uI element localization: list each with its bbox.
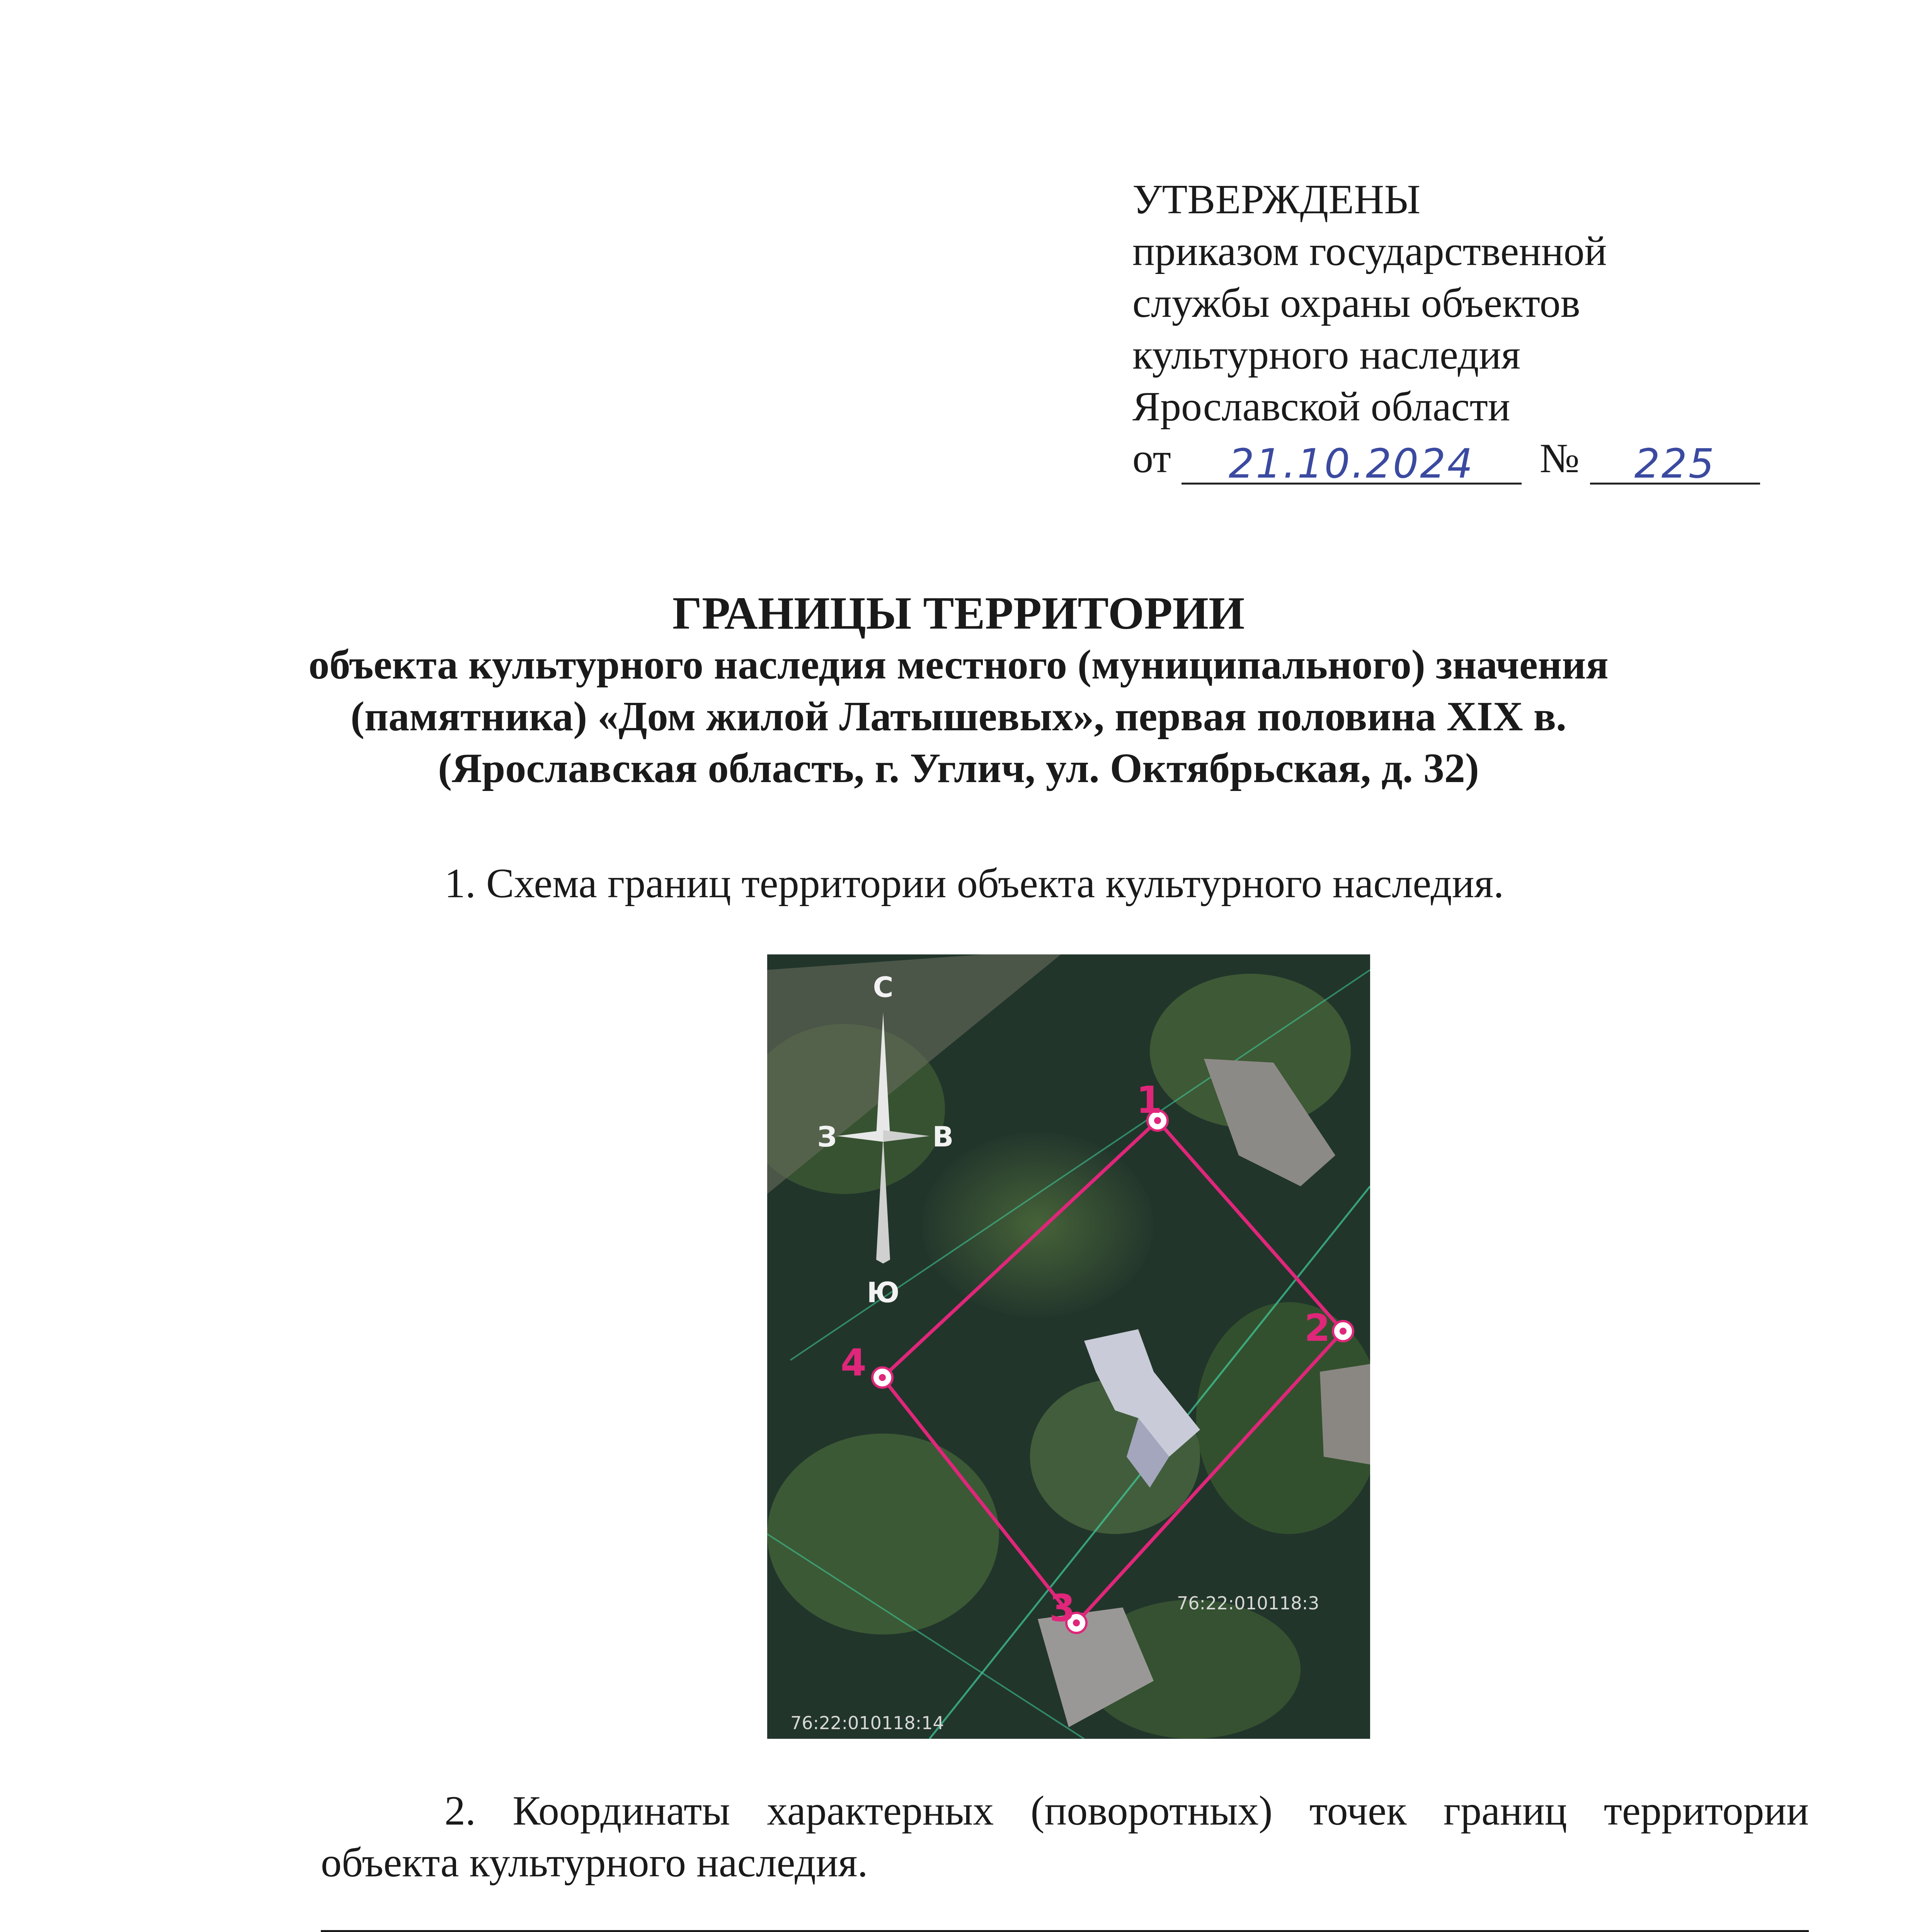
date-value: 21.10.2024: [1229, 440, 1474, 487]
approval-block: [1132, 174, 1770, 485]
date-prefix: от: [1132, 435, 1171, 481]
title-line-1: объекта культурного наследия местного (муниципального) значения: [308, 642, 1609, 688]
scheme-svg: [767, 954, 1370, 1739]
section-2-heading: [321, 1785, 1809, 1889]
compass-south-label: Ю: [867, 1276, 900, 1309]
neighbor-roof: [1320, 1364, 1370, 1464]
title-line-2: (памятника) «Дом жилой Латышевых», первая половина XIX в.: [350, 694, 1567, 740]
section-1-heading: 1. Схема границ территории объекта культурного наследия.: [444, 861, 1504, 906]
approval-heading: УТВЕРЖДЕНЫ: [1132, 177, 1421, 223]
number-field: [1590, 438, 1760, 485]
number-prefix: №: [1539, 435, 1580, 481]
compass-east-label: В: [932, 1121, 954, 1153]
compass-north-label: С: [873, 971, 894, 1003]
parcel-label-3: 76:22:010118:3: [1177, 1593, 1319, 1614]
approval-line-4: Ярославской области: [1132, 384, 1510, 430]
parcel-label-14: 76:22:010118:14: [790, 1713, 944, 1733]
document-title: [271, 587, 1646, 794]
title-line-3: (Ярославская область, г. Углич, ул. Октябрьская, д. 32): [438, 745, 1479, 791]
point-label-3: 3: [1049, 1587, 1075, 1630]
tree-canopy: [767, 1434, 999, 1634]
section-2-line-2: объекта культурного наследия.: [321, 1840, 868, 1886]
title-main: ГРАНИЦЫ ТЕРРИТОРИИ: [672, 587, 1245, 639]
approval-line-1: приказом государственной: [1132, 228, 1607, 274]
boundary-scheme-map: [767, 954, 1370, 1739]
coordinates-table: [321, 1930, 1809, 1932]
compass-west-label: З: [817, 1121, 837, 1153]
section-2-line-1: 2. Координаты характерных (поворотных) точек границ территории: [444, 1788, 1809, 1834]
approval-line-3: культурного наследия: [1132, 332, 1520, 378]
point-label-1: 1: [1136, 1078, 1162, 1122]
number-value: 225: [1634, 440, 1716, 487]
tree-canopy: [922, 1132, 1154, 1318]
point-label-4: 4: [841, 1341, 867, 1384]
approval-line-2: службы охраны объектов: [1132, 280, 1580, 326]
date-field: [1182, 438, 1522, 485]
point-label-2: 2: [1304, 1306, 1330, 1350]
approval-date-row: [1132, 433, 1770, 485]
